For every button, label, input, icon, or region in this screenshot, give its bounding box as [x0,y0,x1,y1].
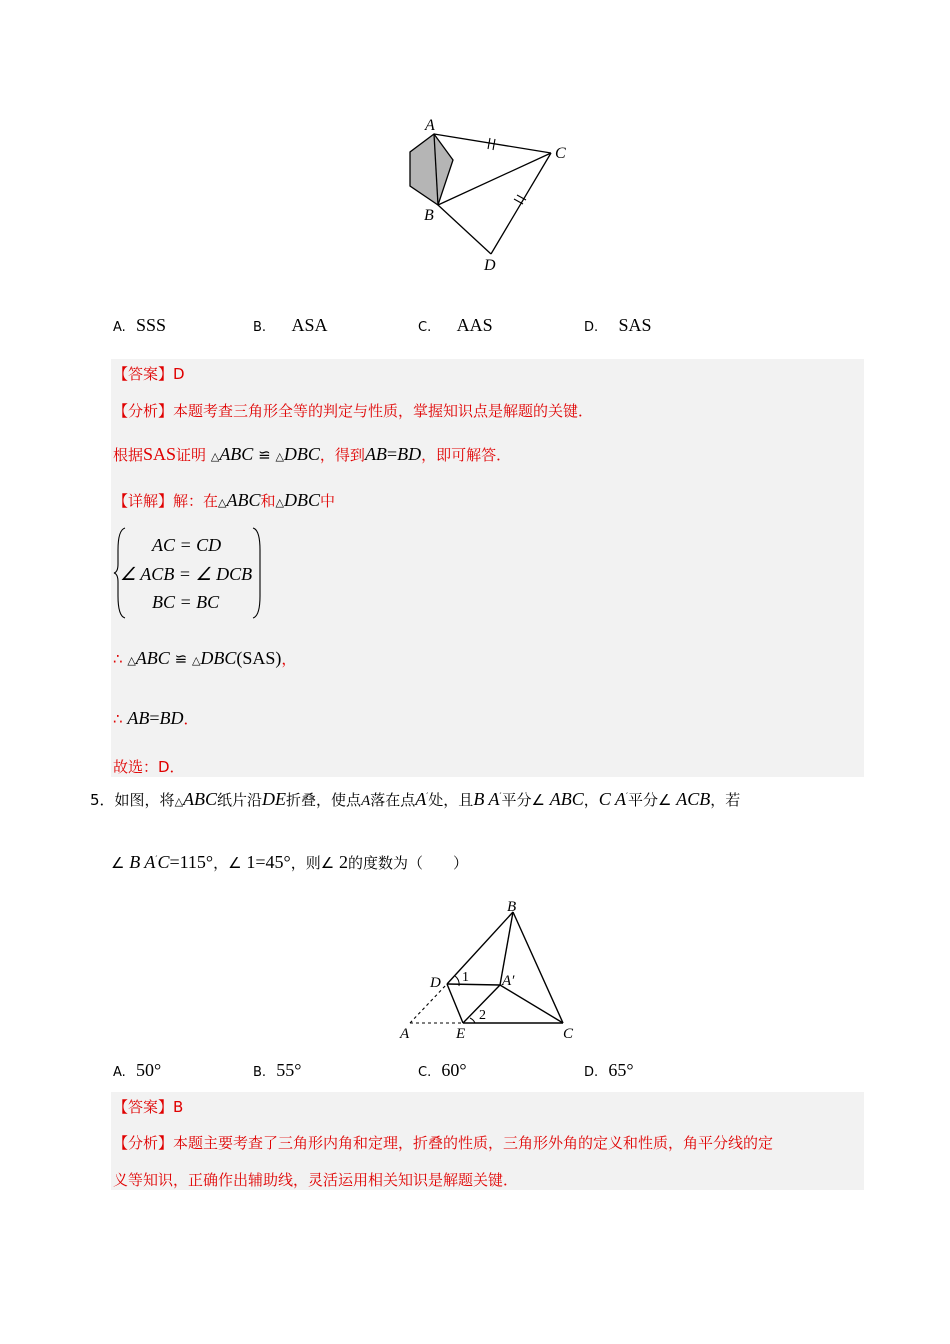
figure-folded-triangle [395,894,590,1046]
label-a-prime: A′ [502,973,515,989]
system-eq-1: AC = CD [152,535,222,555]
q5-stem-line-1: 5．如图，将△ABC纸片沿DE折叠，使点A落在点A′处，且B A′平分∠ ABC，C A′平分∠ ACB，若 [90,789,741,809]
q4-analysis-method: 根据SAS证明 △ABC ≌ △DBC，得到AB=BD，即可解答． [113,444,512,464]
label-d: D [484,257,496,274]
q5-answer: 【答案】B [113,1098,184,1116]
q4-analysis: 【分析】本题考查三角形全等的判定与性质，掌握知识点是解题的关键． [113,402,594,420]
label-d: D [430,975,441,991]
q4-conclusion-1: ∴ △ABC ≌ △DBC(SAS)， [113,648,297,668]
q4-option-a[interactable]: A. SSS [113,315,167,335]
shaded-piece [410,134,453,205]
q4-choose: 故选：D． [113,758,185,776]
q5-option-d[interactable]: D. 65° [584,1060,634,1080]
label-b: B [507,899,517,915]
label-c: C [563,1026,574,1042]
q4-option-c[interactable]: C. AAS [418,315,493,335]
q4-conclusion-2: ∴ AB=BD． [113,708,199,728]
label-e: E [456,1026,466,1042]
label-a: A [400,1026,410,1042]
q5-option-c[interactable]: C. 60° [418,1060,467,1080]
q5-option-b[interactable]: B. 55° [253,1060,302,1080]
system-eq-3: BC = BC [152,592,220,612]
q4-detail-intro: 【详解】解：在△ABC和△DBC中 [113,490,335,510]
q4-option-d[interactable]: D. SAS [584,315,652,335]
label-b: B [424,207,434,224]
label-a: A [425,117,435,134]
q4-option-b[interactable]: B. ASA [253,315,328,335]
angle-1-label: 1 [462,970,469,985]
q5-option-a[interactable]: A. 50° [113,1060,162,1080]
angle-2-label: 2 [479,1008,486,1023]
system-eq-2: ∠ ACB = ∠ DCB [120,564,253,584]
q4-answer: 【答案】D [113,365,185,383]
label-c: C [555,145,566,162]
q5-analysis-line-2: 义等知识，正确作出辅助线，灵活运用相关知识是解题关键． [113,1171,519,1189]
q5-analysis-line-1: 【分析】本题主要考查了三角形内角和定理，折叠的性质，三角形外角的定义和性质，角平分线的定 [113,1134,774,1152]
q5-stem-line-2: ∠ B A′C=115°，∠ 1=45°，则∠ 2的度数为（ ） [111,852,468,872]
figure-triangles-abcd [398,112,578,277]
